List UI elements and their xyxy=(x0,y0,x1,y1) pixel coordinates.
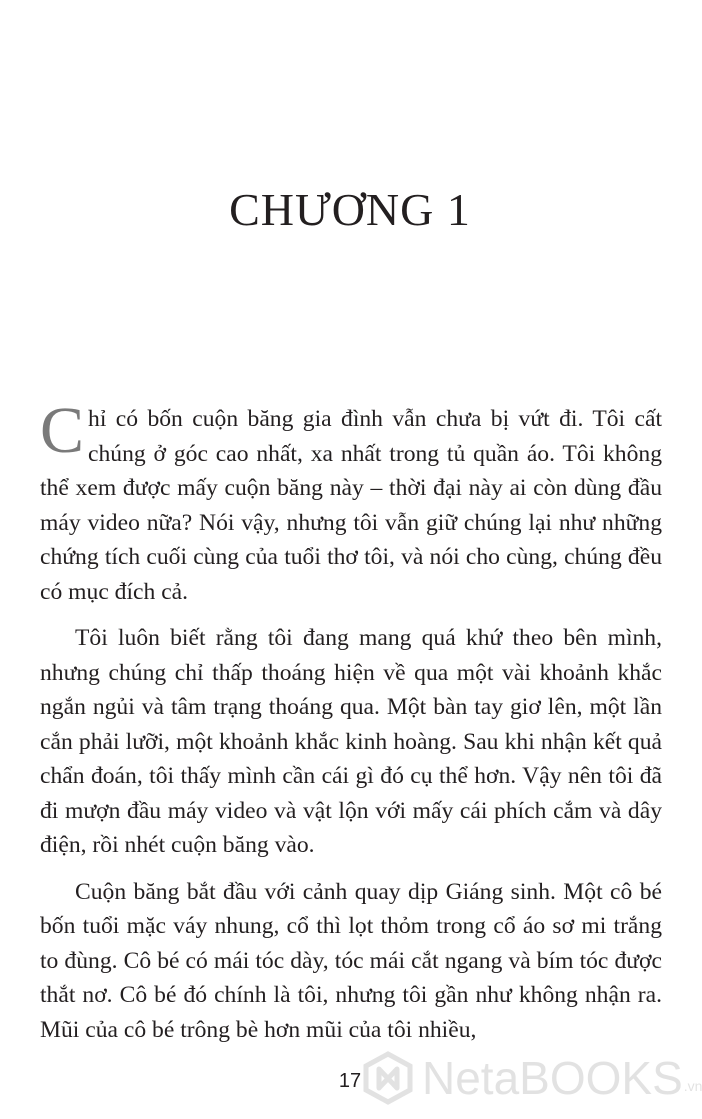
chapter-title: CHƯƠNG 1 xyxy=(229,184,471,235)
watermark-text: NetaBOOKS xyxy=(422,1052,683,1104)
chapter-body xyxy=(40,394,662,1059)
paragraph-3: Cuộn băng bắt đầu với cảnh quay dịp Giáng sinh. Một cô bé bốn tuổi mặc váy nhung, cổ thì lọt thỏm trong cổ áo sơ mi trắng to đùng. Cô bé có mái tóc dày, tóc mái cắt ngang và bím tóc được thắt nơ. Cô bé đó chính là tôi, nhưng tôi gần như không nhận ra. Mũi của cô bé trông bè hơn mũi của tôi nhiều, xyxy=(40,878,662,1043)
paragraph-2: Tôi luôn biết rằng tôi đang mang quá khứ theo bên mình, nhưng chúng chỉ thấp thoáng hiện về qua một vài khoảnh khắc ngắn ngủi và tâm trạng thoáng qua. Một bàn tay giơ lên, một lần cắn phải lưỡi, một khoảnh khắc kinh hoàng. Sau khi nhận kết quả chẩn đoán, tôi thấy mình cần cái gì đó cụ thể hơn. Vậy nên tôi đã đi mượn đầu máy video và vật lộn với mấy cái phích cắm và dây điện, rồi nhét cuộn băng vào. xyxy=(40,625,662,858)
netabooks-logo-icon xyxy=(362,1052,414,1104)
paragraph-1 xyxy=(40,394,662,609)
watermark xyxy=(362,1048,702,1108)
watermark-suffix: .vn xyxy=(683,1078,702,1094)
paragraph-text: hỉ có bốn cuộn băng gia đình vẫn chưa bị vứt đi. Tôi cất chúng ở góc cao nhất, xa nhất trong tủ quần áo. Tôi không thể xem được mấy cuộn băng này – thời đại này ai còn dùng đầu máy video nữa? Nói vậy, nhưng tôi vẫn giữ chúng lại như những chứng tích cuối cùng của tuổi thơ tôi, và nói cho cùng, chúng đều có mục đích cả. xyxy=(40,406,662,605)
page-number: 17 xyxy=(338,1070,362,1092)
drop-cap: C xyxy=(40,394,85,467)
